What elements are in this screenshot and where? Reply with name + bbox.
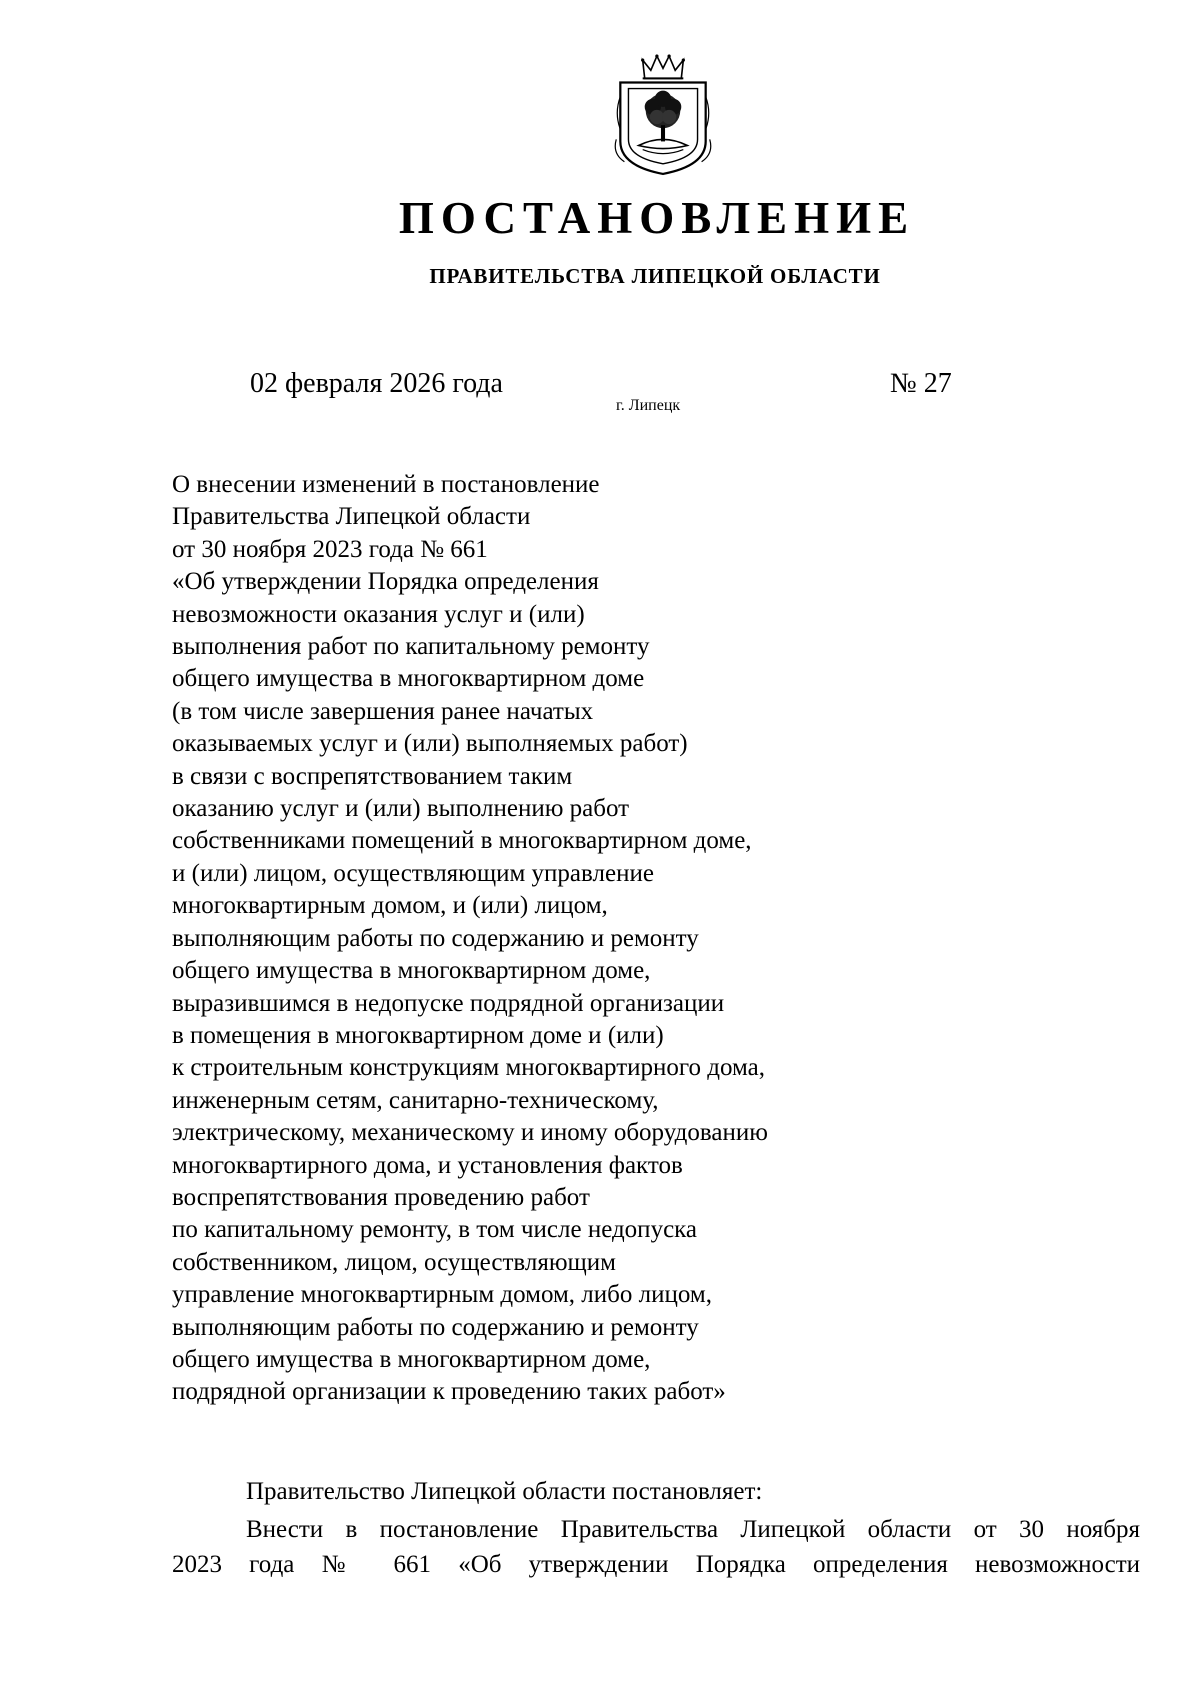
heading-line: воспрепятствования проведению работ [172, 1183, 590, 1211]
heading-line: оказываемых услуг и (или) выполняемых работ) [172, 730, 688, 758]
heading-line: по капитальному ремонту, в том числе недопуска [172, 1216, 698, 1244]
heading-line: в связи с воспрепятствованием таким [172, 762, 573, 790]
heading-line: собственниками помещений в многоквартирном доме, [172, 827, 752, 855]
heading-line: управление многоквартирным домом, либо лицом, [172, 1281, 712, 1309]
document-subtitle: ПРАВИТЕЛЬСТВА ЛИПЕЦКОЙ ОБЛАСТИ [429, 264, 881, 288]
heading-line: выразившимся в недопуске подрядной организации [172, 989, 725, 1017]
document-heading [172, 469, 932, 1409]
heading-line: «Об утверждении Порядка определения [172, 568, 599, 596]
document-number: № 27 [890, 368, 952, 399]
heading-line: Правительства Липецкой области [172, 503, 531, 531]
heading-line: многоквартирным домом, и (или) лицом, [172, 892, 608, 920]
heading-line: электрическому, механическому и иному оборудованию [172, 1119, 768, 1147]
heading-line: (в том числе завершения ранее начатых [172, 697, 594, 725]
heading-line: общего имущества в многоквартирном доме, [172, 957, 651, 985]
heading-line: выполняющим работы по содержанию и ремонту [172, 924, 699, 952]
body-line: Внести в постановление Правительства Липецкой области от 30 ноября [246, 1516, 1140, 1543]
heading-line: выполнения работ по капитальному ремонту [172, 633, 650, 661]
body-line: 2023 года № 661 «Об утверждении Порядка определения невозможности [172, 1551, 1140, 1578]
document-city: г. Липецк [616, 397, 681, 414]
heading-line: к строительным конструкциям многоквартирного дома, [172, 1054, 765, 1082]
document-date: 02 февраля 2026 года [250, 368, 503, 399]
preamble-text: Правительство Липецкой области постановляет: [246, 1478, 763, 1505]
heading-line: многоквартирного дома, и установления фактов [172, 1151, 683, 1179]
heading-line: инженерным сетям, санитарно-техническому, [172, 1086, 659, 1114]
heading-line: в помещения в многоквартирном доме и (или) [172, 1021, 664, 1049]
body-paragraph [172, 1512, 1140, 1582]
heading-line: от 30 ноября 2023 года № 661 [172, 535, 488, 563]
heading-line: О внесении изменений в постановление [172, 471, 600, 498]
heading-line: подрядной организации к проведению таких работ» [172, 1378, 726, 1406]
heading-line: оказанию услуг и (или) выполнению работ [172, 795, 630, 823]
lipetsk-region-coat-of-arms-icon [612, 52, 714, 178]
heading-line: и (или) лицом, осуществляющим управление [172, 859, 654, 887]
heading-line: выполняющим работы по содержанию и ремонту [172, 1313, 699, 1341]
heading-line: собственником, лицом, осуществляющим [172, 1248, 616, 1276]
heading-line: общего имущества в многоквартирном доме [172, 665, 645, 693]
document-title: ПОСТАНОВЛЕНИЕ [398, 193, 916, 243]
heading-line: общего имущества в многоквартирном доме, [172, 1345, 651, 1373]
heading-line: невозможности оказания услуг и (или) [172, 600, 585, 628]
